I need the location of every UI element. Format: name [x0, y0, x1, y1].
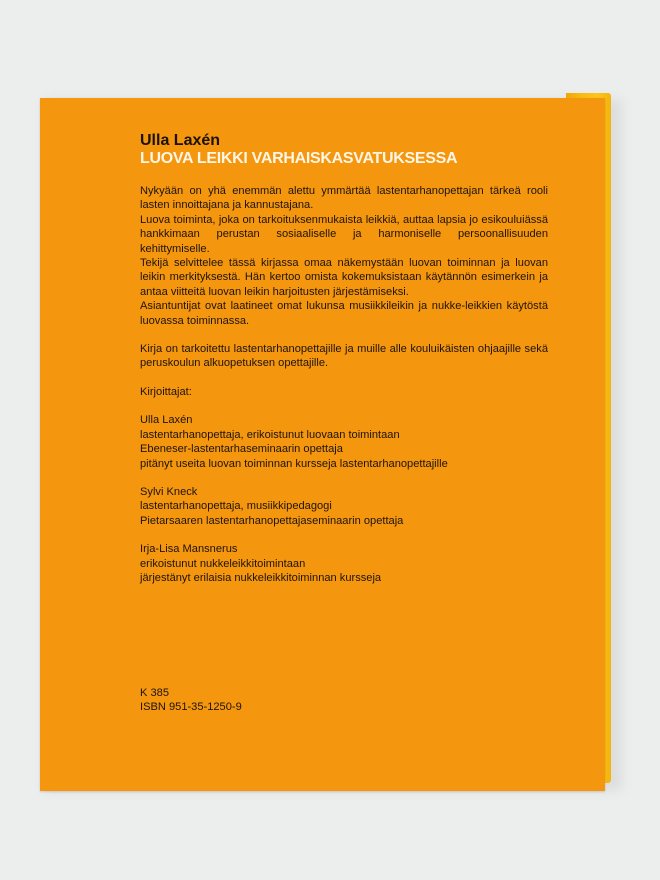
audience-paragraph: Kirja on tarkoitettu lastentarhanopettajille ja muille alle kouluikäisten ohjaajille sekä peruskoulun alkuopetuksen opettajille.: [140, 343, 548, 370]
author-detail: pitänyt useita luovan toiminnan kursseja lastentarhanopettajille: [140, 457, 448, 470]
author-name: Irja-Lisa Mansnerus: [140, 543, 238, 556]
author-detail: Ebeneser-lastentarhaseminaarin opettaja: [140, 443, 343, 456]
author-entry: [140, 413, 548, 471]
book-back-cover: [40, 98, 605, 791]
author-entry: [140, 485, 548, 528]
description-paragraph: Tekijä selvittelee tässä kirjassa omaa näkemystään luovan toiminnan ja luovan leikin merkityksestä. Hän kertoo omista kokemuksistaan käytännön esimerkein ja antaa viitteitä luovan leikin harjoitusten järjestämiseksi.: [140, 257, 548, 298]
author-detail: lastentarhanopettaja, erikoistunut luovaan toimintaan: [140, 428, 400, 441]
cover-body: [140, 184, 548, 585]
author-detail: lastentarhanopettaja, musiikkipedagogi: [140, 500, 332, 513]
catalog-codes: [140, 686, 242, 715]
author-name: Sylvi Kneck: [140, 485, 198, 498]
author-detail: järjestänyt erilaisia nukkeleikkitoiminnan kursseja: [140, 571, 382, 584]
cover-title: LUOVA LEIKKI VARHAISKASVATUKSESSA: [140, 150, 458, 167]
description-paragraph: Asiantuntijat ovat laatineet omat lukunsa musiikkileikin ja nukke-leikkien käytöstä luovassa toiminnassa.: [140, 300, 548, 327]
author-detail: erikoistunut nukkeleikkitoimintaan: [140, 557, 306, 570]
description-paragraph: Nykyään on yhä enemmän alettu ymmärtää lastentarhanopettajan tärkeä rooli lasten innoittajana ja kannustajana.: [140, 185, 548, 212]
author-detail: Pietarsaaren lastentarhanopettajaseminaarin opettaja: [140, 514, 404, 527]
author-name: Ulla Laxén: [140, 414, 193, 427]
author-entry: [140, 542, 548, 585]
cover-author: Ulla Laxén: [140, 132, 221, 149]
product-code: K 385: [140, 687, 169, 699]
description-paragraph: Luova toiminta, joka on tarkoituksenmukaista leikkiä, auttaa lapsia jo esikouluiässä hankkimaan perustan sosiaaliselle ja harmoniselle persoonallisuuden kehittymiselle.: [140, 213, 548, 255]
authors-heading: Kirjoittajat:: [140, 385, 192, 398]
isbn-number: ISBN 951-35-1250-9: [140, 701, 242, 714]
